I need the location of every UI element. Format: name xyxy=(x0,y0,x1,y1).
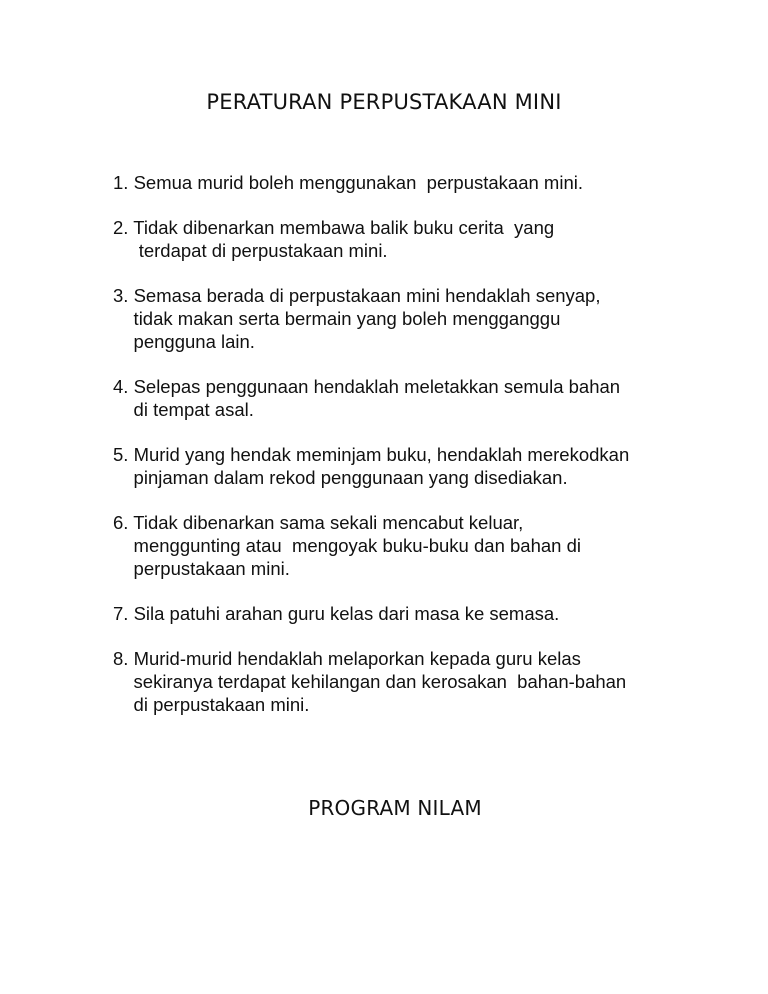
rule-line: 1. Semua murid boleh menggunakan perpustakaan mini. xyxy=(113,172,583,193)
program-footer: PROGRAM NILAM xyxy=(308,796,482,820)
rule-line: 6. Tidak dibenarkan sama sekali mencabut keluar, xyxy=(113,512,524,533)
rule-line: perpustakaan mini. xyxy=(113,558,290,579)
rule-item xyxy=(113,443,733,489)
document-title: PERATURAN PERPUSTAKAAN MINI xyxy=(206,90,562,114)
rule-line: menggunting atau mengoyak buku-buku dan bahan di xyxy=(113,535,581,556)
rule-line: di tempat asal. xyxy=(113,399,254,420)
rule-line: pinjaman dalam rekod penggunaan yang disediakan. xyxy=(113,467,568,488)
rule-line: 4. Selepas penggunaan hendaklah meletakkan semula bahan xyxy=(113,376,621,397)
rule-line: 7. Sila patuhi arahan guru kelas dari masa ke semasa. xyxy=(113,603,560,624)
rules-list xyxy=(113,171,733,738)
rule-line: tidak makan serta bermain yang boleh mengganggu xyxy=(113,308,561,329)
rule-line: terdapat di perpustakaan mini. xyxy=(113,240,388,261)
rule-item xyxy=(113,284,733,353)
rule-item xyxy=(113,647,733,716)
rule-line: 2. Tidak dibenarkan membawa balik buku cerita yang xyxy=(113,217,555,238)
rule-line: pengguna lain. xyxy=(113,331,255,352)
rule-item xyxy=(113,511,733,580)
rule-item xyxy=(113,375,733,421)
rule-line: 5. Murid yang hendak meminjam buku, hendaklah merekodkan xyxy=(113,444,630,465)
rule-line: di perpustakaan mini. xyxy=(113,694,310,715)
rule-item xyxy=(113,171,733,194)
rule-item xyxy=(113,216,733,262)
rule-line: 8. Murid-murid hendaklah melaporkan kepada guru kelas xyxy=(113,648,581,669)
rule-line: sekiranya terdapat kehilangan dan kerosakan bahan-bahan xyxy=(113,671,627,692)
rule-item xyxy=(113,602,733,625)
rule-line: 3. Semasa berada di perpustakaan mini hendaklah senyap, xyxy=(113,285,601,306)
